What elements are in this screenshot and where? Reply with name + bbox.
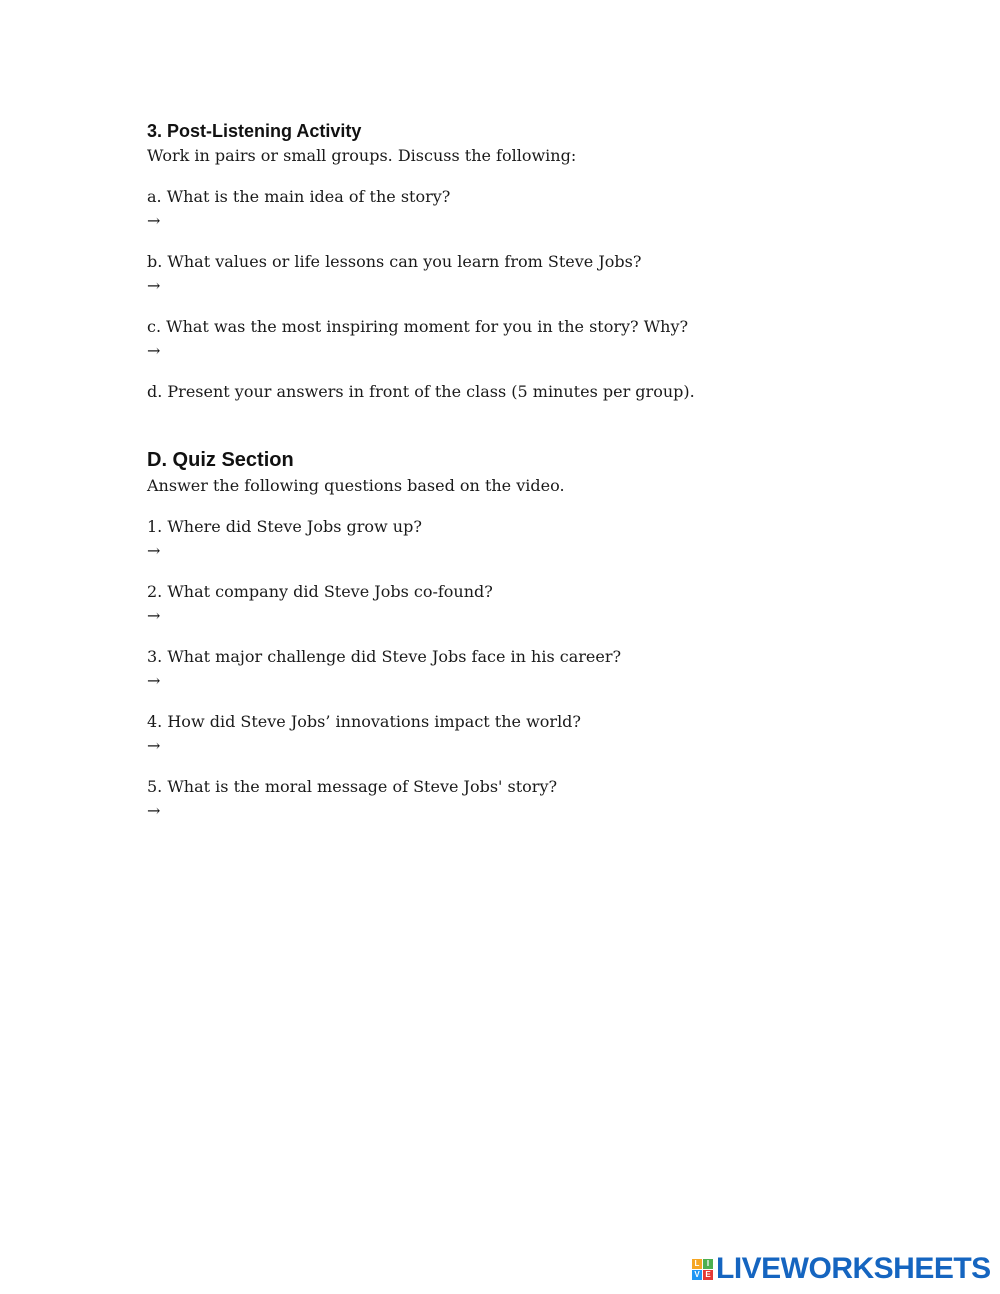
question-text: c. What was the most inspiring moment for you in the story? Why? — [147, 317, 689, 336]
answer-arrow: → — [147, 341, 161, 360]
liveworksheets-logo[interactable] — [692, 1252, 991, 1286]
section-title-quiz: D. Quiz Section — [147, 449, 294, 471]
question-text: 5. What is the moral message of Steve Jobs' story? — [147, 777, 558, 796]
discussion-item — [147, 315, 907, 363]
quiz-question — [147, 580, 907, 628]
discussion-item — [147, 185, 907, 233]
answer-arrow: → — [147, 541, 161, 560]
quiz-question — [147, 775, 907, 823]
quiz-question — [147, 645, 907, 693]
question-text: 4. How did Steve Jobs’ innovations impact the world? — [147, 712, 581, 731]
section-intro: Work in pairs or small groups. Discuss the following: — [147, 146, 577, 165]
logo-cell: L — [692, 1259, 702, 1269]
question-text: 1. Where did Steve Jobs grow up? — [147, 517, 422, 536]
answer-arrow: → — [147, 736, 161, 755]
answer-arrow: → — [147, 606, 161, 625]
section-title-post-listening: 3. Post-Listening Activity — [147, 121, 362, 141]
answer-arrow: → — [147, 801, 161, 820]
section-intro: Answer the following questions based on the video. — [147, 476, 565, 495]
logo-cell: V — [692, 1270, 702, 1280]
answer-arrow: → — [147, 671, 161, 690]
question-text: a. What is the main idea of the story? — [147, 187, 451, 206]
question-text: 2. What company did Steve Jobs co-found? — [147, 582, 493, 601]
question-text: 3. What major challenge did Steve Jobs face in his career? — [147, 647, 622, 666]
quiz-question — [147, 515, 907, 563]
answer-arrow: → — [147, 211, 161, 230]
discussion-item — [147, 380, 907, 404]
logo-text: LIVEWORKSHEETS — [716, 1252, 991, 1285]
question-text: b. What values or life lessons can you learn from Steve Jobs? — [147, 252, 642, 271]
question-text: d. Present your answers in front of the class (5 minutes per group). — [147, 382, 695, 401]
logo-icon — [692, 1259, 713, 1280]
answer-arrow: → — [147, 276, 161, 295]
section-spacer — [147, 404, 907, 446]
quiz-question — [147, 710, 907, 758]
logo-cell: E — [703, 1270, 713, 1280]
logo-cell: I — [703, 1259, 713, 1269]
discussion-item — [147, 250, 907, 298]
worksheet-page — [147, 118, 907, 823]
